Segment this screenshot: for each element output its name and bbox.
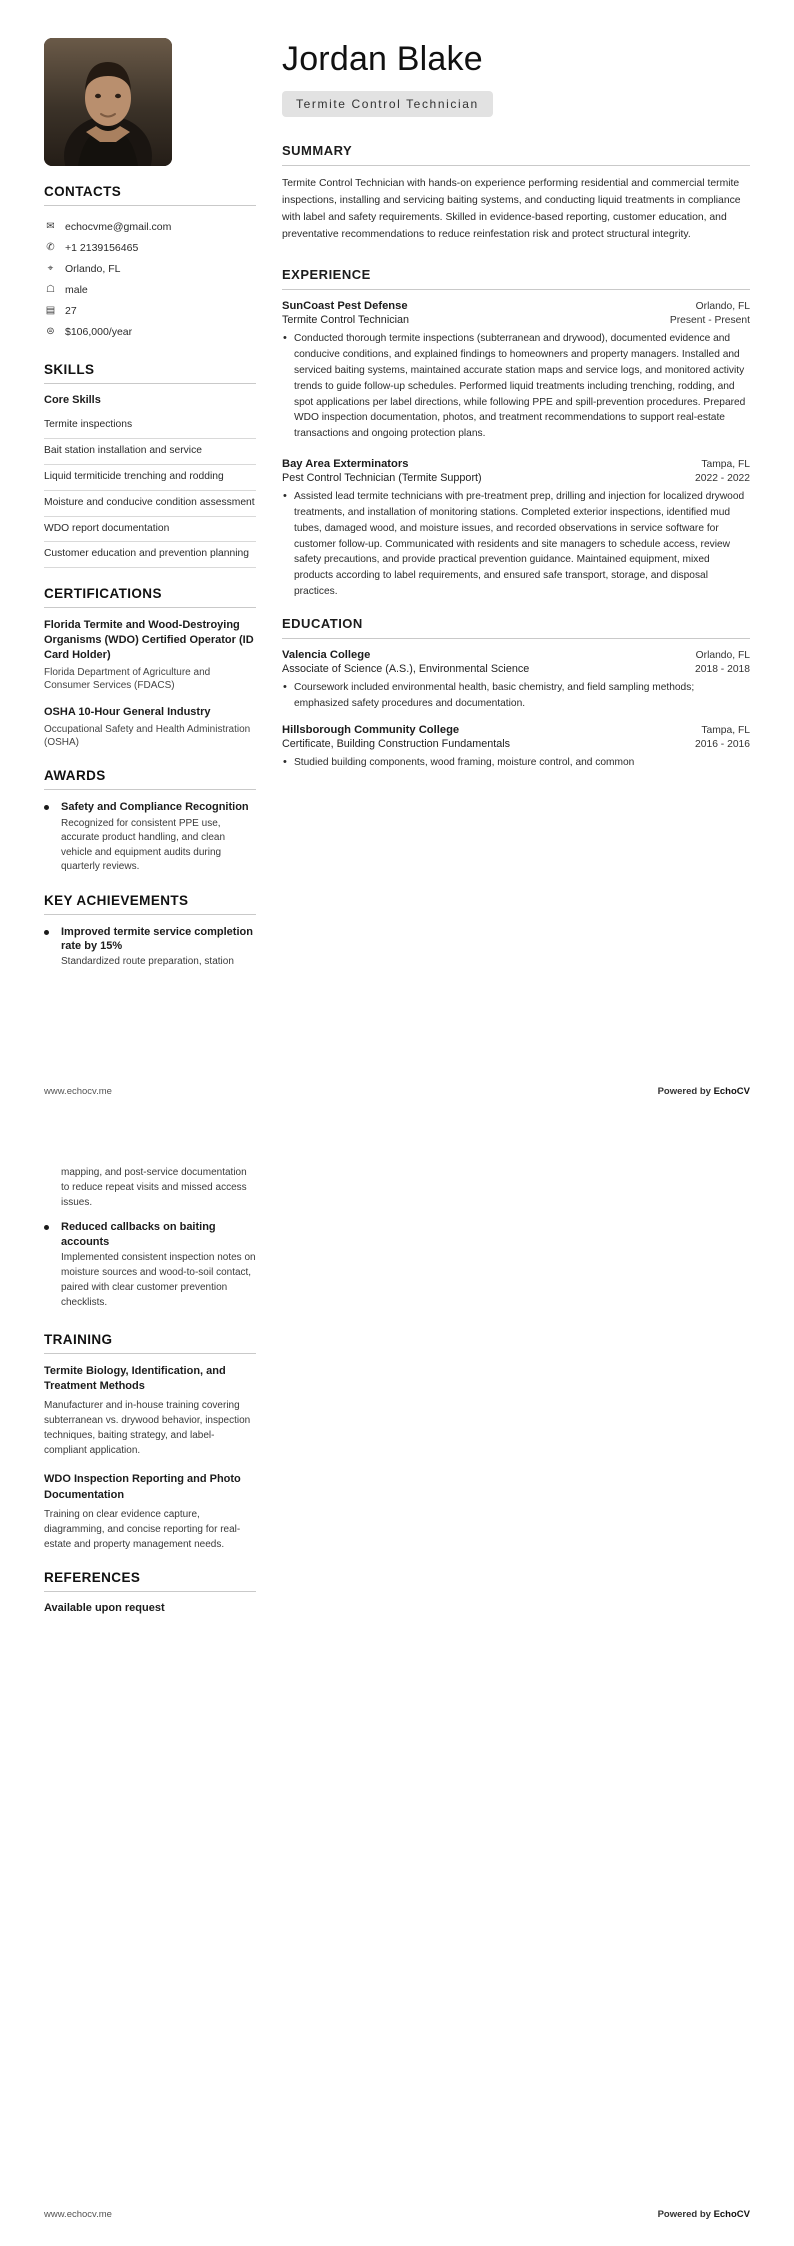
contact-value: male [65, 283, 88, 296]
certification-org: Florida Department of Agriculture and Consumer Services (FDACS) [44, 666, 211, 692]
key-achievement-title: Improved termite service completion rate by 15% [61, 925, 253, 953]
education-bullets [282, 755, 750, 771]
education-bullet: • Studied building components, wood framing, moisture control, and common [282, 755, 750, 771]
training-item [44, 1364, 256, 1459]
job-title: Termite Control Technician [282, 314, 410, 327]
certification-name: OSHA 10-Hour General Industry [44, 705, 211, 718]
job-location: Orlando, FL [695, 301, 750, 313]
job-bullets [282, 489, 750, 600]
avatar [44, 38, 172, 166]
main-content [282, 38, 750, 987]
school-location: Orlando, FL [695, 649, 750, 661]
divider [44, 205, 256, 206]
main-content-continued [282, 1165, 750, 1632]
resume-page-2 [0, 1123, 794, 2246]
location-icon: ⌖ [47, 262, 54, 274]
certification-item [44, 618, 256, 693]
school-name: Valencia College [282, 648, 371, 661]
contact-email [44, 216, 256, 237]
divider [282, 165, 750, 166]
divider [44, 1353, 256, 1354]
contact-value: Orlando, FL [65, 262, 121, 275]
award-item [44, 800, 256, 875]
award-title: Safety and Compliance Recognition [61, 800, 249, 813]
phone-icon: ✆ [46, 241, 55, 253]
education-bullet: • Coursework included environmental health, basic chemistry, and field sampling methods; emphasized safety procedures and documentation. [282, 680, 750, 712]
person-icon: ☖ [46, 283, 55, 295]
training-item [44, 1472, 256, 1552]
job-company: SunCoast Pest Defense [282, 300, 408, 313]
education-bullets [282, 680, 750, 712]
skill-item: Bait station installation and service [44, 439, 256, 465]
footer-site[interactable]: www.echocv.me [44, 1086, 112, 1097]
divider [44, 607, 256, 608]
brand-name: EchoCV [713, 1086, 750, 1097]
salary-icon: ⊜ [46, 325, 55, 337]
sidebar [44, 38, 256, 987]
sidebar-continued [44, 1165, 256, 1632]
certification-item [44, 705, 256, 750]
job-dates: Present - Present [669, 315, 750, 327]
experience-item [282, 458, 750, 600]
divider [44, 383, 256, 384]
key-achievement-description: Standardized route preparation, station [61, 956, 234, 968]
certification-org: Occupational Safety and Health Administration (OSHA) [44, 723, 251, 749]
divider [44, 1591, 256, 1592]
footer-site[interactable]: www.echocv.me [44, 2209, 112, 2220]
footer-powered-label: Powered by [657, 2209, 714, 2220]
contact-gender [44, 279, 256, 300]
key-achievements-title: KEY ACHIEVEMENTS [44, 892, 189, 908]
skill-item: Customer education and prevention planning [44, 542, 256, 568]
job-bullet: • Assisted lead termite technicians with pre-treatment prep, drilling and injection for localized drywood treatments, and installation of monitoring stations. Completed exterior inspections, identified mud tubes, damaged wood, and moisture issues, and recorded observations in service software for customer follow-up. Communicated with residents and site managers to schedule access, review safety precautions, and provide practical prevention guidance. Maintained equipment, mixed products according to label requirements, and ensured safe transport, storage, and disposal practices. [282, 489, 750, 600]
references-section [44, 1570, 256, 1614]
bullet-icon [44, 1225, 53, 1310]
contact-age [44, 300, 256, 321]
summary-title: SUMMARY [282, 143, 353, 158]
school-name: Hillsborough Community College [282, 724, 460, 737]
contacts-section [44, 184, 256, 342]
certifications-section [44, 586, 256, 749]
training-section [44, 1332, 256, 1553]
job-title: Pest Control Technician (Termite Support) [282, 472, 482, 485]
divider [282, 289, 750, 290]
divider [44, 914, 256, 915]
divider [44, 789, 256, 790]
page-footer [44, 1086, 750, 1097]
experience-item [282, 300, 750, 442]
references-title: REFERENCES [44, 1570, 141, 1586]
job-bullet: • Conducted thorough termite inspections (subterranean and drywood), documented evidence and conducive conditions, and explained findings to homeowners and property managers. Installed and serviced baiting systems, maintained accurate station maps and service logs, and monitored activity trends to guide follow-up schedules. Performed liquid treatments including trenching, rodding, and spot applications per label directions, while following PPE and spill-prevention procedures. Prepared WDO inspection documentation, photos, and treatment recommendations to support real-estate transactions and ongoing protection plans. [282, 331, 750, 442]
contact-value: echocvme@gmail.com [65, 220, 172, 233]
page-footer [44, 2209, 750, 2220]
footer-brand [658, 2209, 750, 2220]
key-achievement-item [44, 1220, 256, 1310]
skill-item: Termite inspections [44, 413, 256, 439]
training-item-title: WDO Inspection Reporting and Photo Documentation [44, 1473, 241, 1501]
divider [282, 638, 750, 639]
contact-location [44, 258, 256, 279]
skills-title: SKILLS [44, 362, 95, 377]
training-item-title: Termite Biology, Identification, and Treatment Methods [44, 1364, 226, 1393]
education-item [282, 649, 750, 712]
bullet-icon [44, 805, 53, 875]
role-badge: Termite Control Technician [282, 91, 493, 117]
experience-title: EXPERIENCE [282, 267, 371, 283]
awards-section [44, 768, 256, 875]
certification-name: Florida Termite and Wood-Destroying Organisms (WDO) Certified Operator (ID Card Holder) [44, 619, 254, 662]
footer-brand [658, 1086, 750, 1097]
brand-name: EchoCV [713, 2209, 750, 2220]
calendar-icon: ▤ [45, 304, 56, 316]
skills-group-title: Core Skills [44, 394, 101, 406]
email-icon: ✉ [46, 220, 55, 232]
summary-section [282, 143, 750, 243]
contact-salary [44, 321, 256, 342]
skills-section [44, 362, 256, 568]
bullet-icon [44, 930, 53, 970]
key-achievements-section [44, 893, 256, 970]
education-section [282, 616, 750, 771]
job-location: Tampa, FL [701, 459, 750, 471]
award-description: Recognized for consistent PPE use, accurate product handling, and clean vehicle and equipment audits during quarterly reviews. [61, 817, 226, 873]
contact-value: $106,000/year [65, 325, 133, 338]
degree: Certificate, Building Construction Fundamentals [282, 738, 511, 751]
skill-item: Moisture and conducive condition assessment [44, 491, 256, 517]
contact-value: +1 2139156465 [65, 241, 139, 254]
key-achievement-item [44, 925, 256, 970]
skill-item: Liquid termiticide trenching and rodding [44, 465, 256, 491]
training-title: TRAINING [44, 1331, 113, 1347]
education-dates: 2018 - 2018 [695, 663, 750, 675]
skill-item: WDO report documentation [44, 517, 256, 543]
job-dates: 2022 - 2022 [695, 473, 750, 485]
summary-text: Termite Control Technician with hands-on experience performing residential and commercial termite inspections, installing and servicing baiting systems, and conducting liquid treatments in compliance with label and safety requirements. Skilled in evidence-based reporting, customer education, and preventative recommendations to reduce reinfestation risk and protect structural integrity. [282, 178, 741, 240]
key-achievement-description-continued: mapping, and post-service documentation to reduce repeat visits and missed access issues. [61, 1167, 247, 1208]
education-title: EDUCATION [282, 615, 363, 631]
key-achievement-description: Implemented consistent inspection notes on moisture sources and wood-to-soil contact, paired with clear customer prevention checklists. [61, 1251, 256, 1308]
education-dates: 2016 - 2016 [695, 739, 750, 751]
degree: Associate of Science (A.S.), Environmental Science [282, 662, 530, 675]
job-bullets [282, 331, 750, 442]
references-text: Available upon request [44, 1602, 165, 1615]
education-item [282, 724, 750, 771]
certifications-title: CERTIFICATIONS [44, 586, 162, 602]
footer-powered-label: Powered by [657, 1086, 714, 1097]
experience-section [282, 267, 750, 599]
training-item-description: Training on clear evidence capture, diagramming, and concise reporting for real-estate and property management needs. [44, 1509, 241, 1551]
contact-phone [44, 237, 256, 258]
contacts-list [44, 216, 256, 342]
training-item-description: Manufacturer and in-house training covering subterranean vs. drywood behavior, inspection techniques, baiting strategy, and label-compliant application. [44, 1400, 251, 1457]
page-title: Jordan Blake [282, 40, 483, 78]
contact-value: 27 [65, 304, 77, 317]
job-company: Bay Area Exterminators [282, 458, 409, 471]
key-achievement-title: Reduced callbacks on baiting accounts [61, 1221, 216, 1248]
contacts-title: CONTACTS [44, 184, 122, 199]
awards-title: AWARDS [44, 767, 106, 783]
school-location: Tampa, FL [701, 725, 750, 737]
